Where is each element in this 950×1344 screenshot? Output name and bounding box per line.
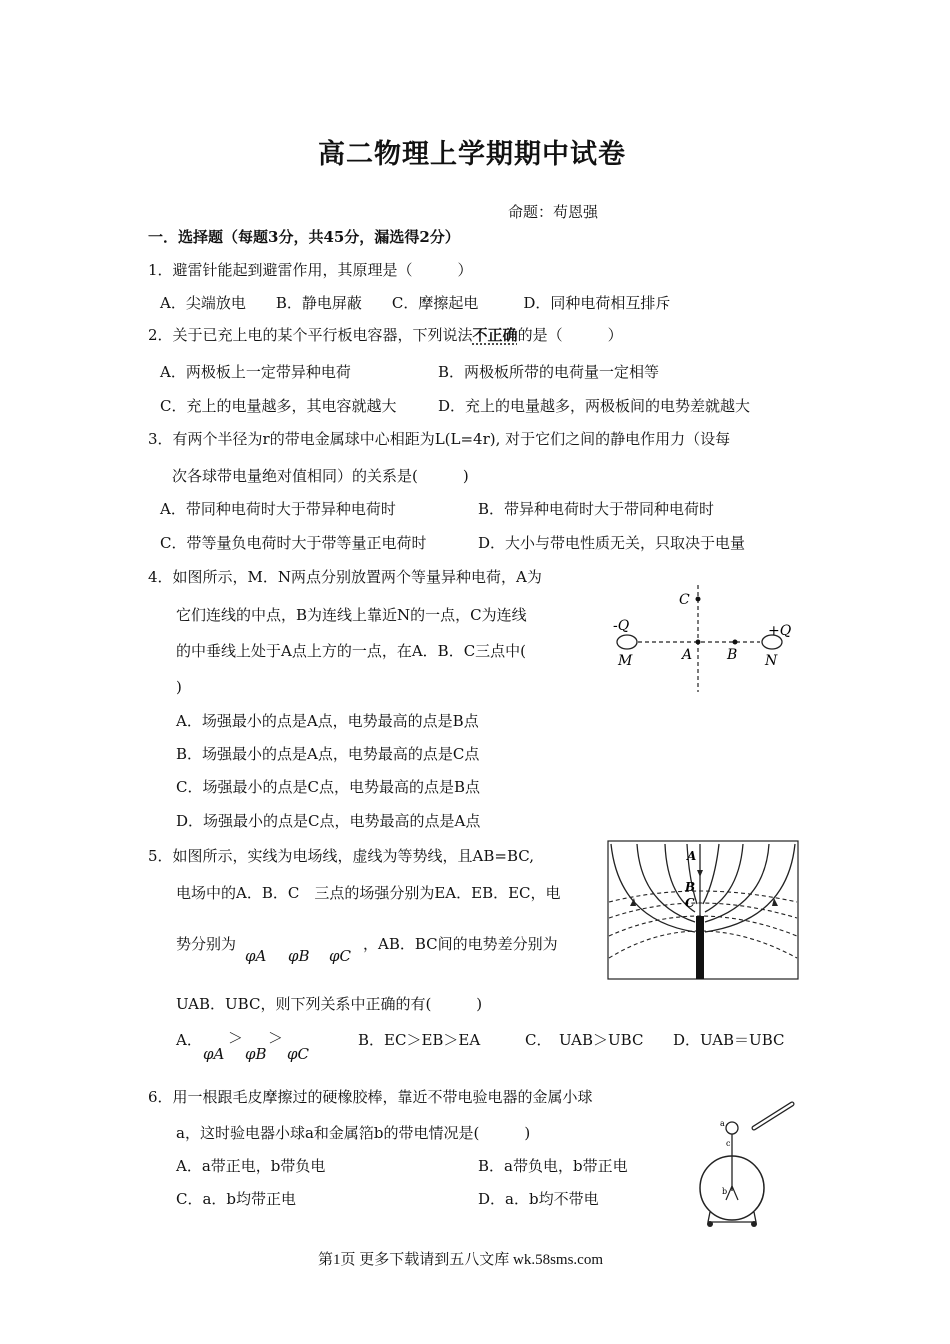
q5-field-line-8 xyxy=(703,844,719,904)
q5-phi-c: φC xyxy=(329,947,351,965)
q5-label-b: B xyxy=(685,880,696,894)
q2-option-a: A．两极板上一定带异种电荷 xyxy=(160,363,351,381)
q5-field-line-4 xyxy=(705,844,769,922)
q4-point-a xyxy=(696,640,701,645)
q6-stem-line2: a，这时验电器小球a和金属箔b的带电情况是( ) xyxy=(176,1124,531,1142)
q6-metal-ball xyxy=(726,1122,738,1134)
q4-label-m: M xyxy=(618,653,633,669)
q4-label-n: N xyxy=(765,653,778,669)
section-heading: 一．选择题（每题3分，共45分，漏选得2分） xyxy=(148,228,460,246)
q2-stem-emphasis: 不正确 xyxy=(472,326,518,344)
q5-field-line-1 xyxy=(611,844,695,932)
q5-rod xyxy=(696,916,704,979)
q6-base-foot-left xyxy=(707,1221,713,1227)
q5-label-c: C xyxy=(685,896,695,910)
q4-label-c: C xyxy=(679,592,690,608)
q5-option-b: B．EC＞EB＞EA xyxy=(358,1031,481,1049)
q3-option-b: B．带异种电荷时大于带同种电荷时 xyxy=(478,500,715,518)
q5-phi-b: φB xyxy=(288,947,310,965)
q4-option-b: B．场强最小的点是A点，电势最高的点是C点 xyxy=(176,745,480,763)
q2-option-b: B．两极板所带的电荷量一定相等 xyxy=(438,363,660,381)
q3-option-a: A．带同种电荷时大于带异种电荷时 xyxy=(160,500,396,518)
q4-option-a: A．场强最小的点是A点，电势最高的点是B点 xyxy=(176,712,479,730)
q6-option-c: C．a．b均带正电 xyxy=(176,1190,297,1208)
page-footer: 第1页 更多下载请到五八文库 wk.58sms.com xyxy=(318,1252,604,1268)
q5-stem-line2: 电场中的A．B．C 三点的场强分别为EA．EB．EC，电 xyxy=(176,884,561,902)
q6-option-b: B．a带负电，b带正电 xyxy=(478,1157,628,1175)
q4-label-pos-q: +Q xyxy=(768,623,792,639)
q6-base-foot-right xyxy=(751,1221,757,1227)
q2-stem xyxy=(148,325,623,345)
q5-option-a-gt1: ＞ xyxy=(228,1029,244,1047)
q4-point-c xyxy=(696,597,701,602)
q5-stem-line3-part1: 势分别为 xyxy=(176,935,237,953)
q4-stem-line3: 的中垂线上处于A点上方的一点，在A．B．C三点中( xyxy=(176,642,527,660)
q4-charges-figure xyxy=(605,580,805,695)
q5-arrow-3 xyxy=(697,870,703,877)
q1-stem: 1．避雷针能起到避雷作用，其原理是（ ） xyxy=(148,261,473,279)
q2-stem-part1: 2．关于已充上电的某个平行板电容器，下列说法 xyxy=(148,326,473,344)
q6-rubber-rod-inner xyxy=(754,1104,792,1128)
q4-point-b xyxy=(733,640,738,645)
q6-option-d: D．a．b均不带电 xyxy=(478,1190,599,1208)
q5-stem-line4: UAB．UBC，则下列关系中正确的有( ) xyxy=(176,995,483,1013)
q5-label-a: A xyxy=(687,849,697,863)
q2-option-c: C．充上的电量越多，其电容就越大 xyxy=(160,397,397,415)
q5-option-d: D．UAB＝UBC xyxy=(673,1031,785,1049)
q5-option-c: C． UAB＞UBC xyxy=(525,1031,644,1049)
q3-stem-line1: 3．有两个半径为r的带电金属球中心相距为L(L=4r), 对于它们之间的静电作用力（设每 xyxy=(148,430,731,448)
q5-option-a-phi-a: φA xyxy=(203,1045,225,1063)
q4-option-c: C．场强最小的点是C点，电势最高的点是B点 xyxy=(176,778,480,796)
q2-option-d: D．充上的电量越多，两极板间的电势差就越大 xyxy=(438,397,751,415)
q5-field-line-6 xyxy=(705,844,743,912)
q2-stem-part2: 的是（ ） xyxy=(517,326,623,344)
q5-option-a-gt2: ＞ xyxy=(268,1029,284,1047)
q1-options: A．尖端放电 B．静电屏蔽 C．摩擦起电 D．同种电荷相互排斥 xyxy=(160,294,671,312)
q6-option-a: A．a带正电，b带负电 xyxy=(176,1157,326,1175)
q4-label-a: A xyxy=(682,647,693,663)
q3-option-d: D．大小与带电性质无关，只取决于电量 xyxy=(478,534,746,552)
q3-stem-line2: 次各球带电量绝对值相同）的关系是( ) xyxy=(172,467,469,485)
q6-stem-line1: 6．用一根跟毛皮摩擦过的硬橡胶棒，靠近不带电验电器的金属小球 xyxy=(148,1088,593,1106)
q4-stem-line1: 4．如图所示，M．N两点分别放置两个等量异种电荷，A为 xyxy=(148,568,542,586)
q5-phi-a: φA xyxy=(245,947,267,965)
q5-field-line-2 xyxy=(705,844,795,932)
q5-equipotential-1 xyxy=(609,891,797,902)
q5-arrow-1 xyxy=(630,898,636,906)
q4-label-b: B xyxy=(727,647,738,663)
q5-option-a-phi-b: φB xyxy=(245,1045,267,1063)
author-line: 命题：苟恩强 xyxy=(508,203,599,221)
q6-label-c: c xyxy=(726,1139,731,1148)
q5-field-figure xyxy=(607,840,799,982)
q6-label-a: a xyxy=(720,1119,725,1128)
q6-electroscope-figure xyxy=(690,1098,800,1233)
q4-label-neg-q: -Q xyxy=(613,618,630,634)
page-title: 高二物理上学期期中试卷 xyxy=(318,139,626,170)
q4-stem-line4: ) xyxy=(176,678,182,696)
q3-option-c: C．带等量负电荷时大于带等量正电荷时 xyxy=(160,534,427,552)
q5-stem-line3-part2: ，AB．BC间的电势差分别为 xyxy=(363,935,558,953)
q4-charge-m xyxy=(617,635,637,649)
q5-option-a-label: A． xyxy=(176,1031,202,1049)
q6-label-b: b xyxy=(722,1187,728,1196)
q4-stem-line2: 它们连线的中点，B为连线上靠近N的一点，C为连线 xyxy=(176,606,527,624)
q5-option-a-phi-c: φC xyxy=(287,1045,309,1063)
q4-option-d: D．场强最小的点是C点，电势最高的点是A点 xyxy=(176,812,481,830)
q5-stem-line1: 5．如图所示，实线为电场线，虚线为等势线，且AB=BC, xyxy=(148,847,534,865)
